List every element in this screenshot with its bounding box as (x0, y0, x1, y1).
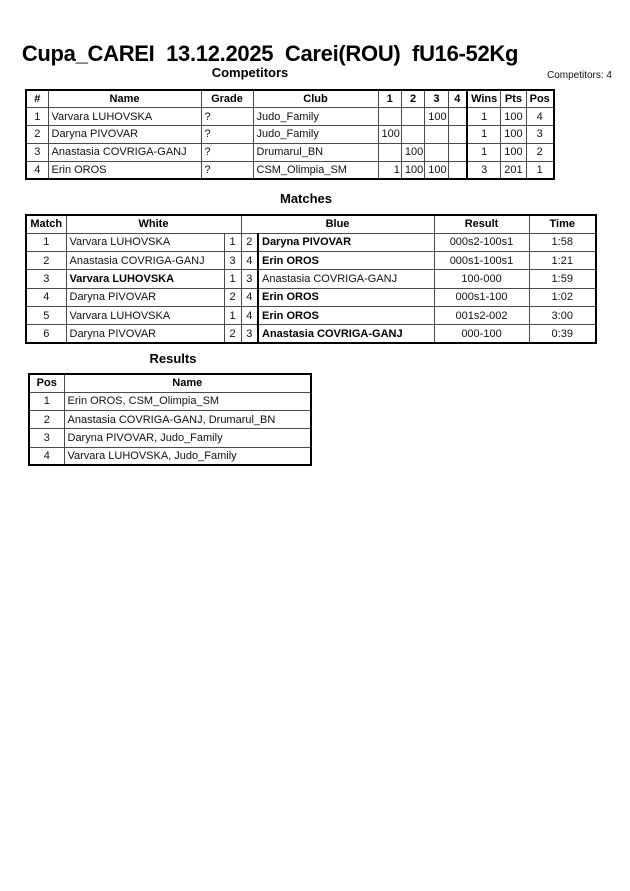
col-header-name: Name (64, 374, 311, 392)
col-header-number: # (26, 90, 48, 108)
col-header-time: Time (529, 215, 596, 233)
match-number: 3 (26, 270, 66, 288)
match-time: 1:02 (529, 288, 596, 306)
blue-competitor-name: Erin OROS (258, 306, 434, 324)
result-row (29, 411, 311, 429)
match-number: 5 (26, 306, 66, 324)
match-row (26, 288, 596, 306)
matches-section-title: Matches (279, 191, 333, 206)
competitor-row (26, 108, 554, 126)
score-vs-3 (425, 126, 448, 144)
competitor-wins: 1 (467, 143, 501, 161)
competitor-pos: 4 (526, 108, 554, 126)
competitor-pos: 3 (526, 126, 554, 144)
match-number: 6 (26, 325, 66, 343)
white-competitor-name: Varvara LUHOVSKA (66, 233, 224, 251)
score-vs-3 (425, 143, 448, 161)
competitors-count-label: Competitors: 4 (546, 70, 612, 81)
match-result: 000s1-100s1 (434, 252, 529, 270)
match-time: 0:39 (529, 325, 596, 343)
competitor-club: Drumarul_BN (253, 143, 378, 161)
competitor-pts: 100 (501, 143, 526, 161)
score-vs-4 (448, 161, 467, 179)
score-vs-1: 100 (378, 126, 401, 144)
white-competitor-name: Varvara LUHOVSKA (66, 306, 224, 324)
match-row (26, 325, 596, 343)
match-result: 000s1-100 (434, 288, 529, 306)
col-header-pos: Pos (29, 374, 64, 392)
score-vs-4 (448, 108, 467, 126)
competitors-table (25, 89, 555, 180)
competitor-grade: ? (201, 126, 253, 144)
blue-competitor-number: 4 (241, 306, 258, 324)
competitor-club: CSM_Olimpia_SM (253, 161, 378, 179)
col-header-blue: Blue (241, 215, 434, 233)
col-header-grade: Grade (201, 90, 253, 108)
matches-header-row (26, 215, 596, 233)
white-competitor-number: 1 (224, 270, 241, 288)
blue-competitor-number: 4 (241, 288, 258, 306)
score-vs-2 (401, 126, 424, 144)
competitor-pts: 100 (501, 126, 526, 144)
competitor-name: Varvara LUHOVSKA (48, 108, 201, 126)
match-number: 1 (26, 233, 66, 251)
match-time: 1:59 (529, 270, 596, 288)
blue-competitor-number: 3 (241, 270, 258, 288)
competitors-header-row (26, 90, 554, 108)
competitor-name: Erin OROS (48, 161, 201, 179)
score-vs-2: 100 (401, 143, 424, 161)
competitor-club: Judo_Family (253, 108, 378, 126)
match-time: 3:00 (529, 306, 596, 324)
competitors-section-title: Competitors (211, 65, 289, 80)
result-row (29, 392, 311, 410)
score-vs-3: 100 (425, 161, 448, 179)
match-row (26, 233, 596, 251)
score-vs-2 (401, 108, 424, 126)
competitor-grade: ? (201, 108, 253, 126)
matches-table (25, 214, 597, 344)
competitor-name: Daryna PIVOVAR (48, 126, 201, 144)
white-competitor-number: 1 (224, 233, 241, 251)
competitor-number: 1 (26, 108, 48, 126)
score-vs-3: 100 (425, 108, 448, 126)
score-vs-2: 100 (401, 161, 424, 179)
competitor-pts: 201 (501, 161, 526, 179)
match-result: 000-100 (434, 325, 529, 343)
blue-competitor-number: 3 (241, 325, 258, 343)
blue-competitor-name: Anastasia COVRIGA-GANJ (258, 325, 434, 343)
competitor-number: 3 (26, 143, 48, 161)
competitor-pos: 2 (526, 143, 554, 161)
competitor-row (26, 126, 554, 144)
blue-competitor-name: Erin OROS (258, 288, 434, 306)
blue-competitor-name: Erin OROS (258, 252, 434, 270)
result-row (29, 447, 311, 465)
result-pos: 1 (29, 392, 64, 410)
result-name: Erin OROS, CSM_Olimpia_SM (64, 392, 311, 410)
match-row (26, 252, 596, 270)
match-number: 4 (26, 288, 66, 306)
result-name: Varvara LUHOVSKA, Judo_Family (64, 447, 311, 465)
score-vs-1: 1 (378, 161, 401, 179)
match-row (26, 306, 596, 324)
blue-competitor-name: Daryna PIVOVAR (258, 233, 434, 251)
white-competitor-number: 2 (224, 288, 241, 306)
result-pos: 2 (29, 411, 64, 429)
white-competitor-number: 1 (224, 306, 241, 324)
results-section-title: Results (149, 351, 197, 366)
competitor-row (26, 143, 554, 161)
match-result: 000s2-100s1 (434, 233, 529, 251)
match-number: 2 (26, 252, 66, 270)
competitor-grade: ? (201, 161, 253, 179)
page-title: Cupa_CAREI 13.12.2025 Carei(ROU) fU16-52Kg (21, 41, 519, 66)
results-header-row (29, 374, 311, 392)
col-header-pos: Pos (526, 90, 554, 108)
competitor-club: Judo_Family (253, 126, 378, 144)
col-header-opp2: 2 (401, 90, 424, 108)
col-header-name: Name (48, 90, 201, 108)
match-result: 100-000 (434, 270, 529, 288)
score-vs-1 (378, 143, 401, 161)
match-time: 1:58 (529, 233, 596, 251)
competitor-name: Anastasia COVRIGA-GANJ (48, 143, 201, 161)
result-row (29, 429, 311, 447)
blue-competitor-number: 2 (241, 233, 258, 251)
result-pos: 3 (29, 429, 64, 447)
competitor-number: 2 (26, 126, 48, 144)
white-competitor-name: Daryna PIVOVAR (66, 325, 224, 343)
white-competitor-number: 2 (224, 325, 241, 343)
col-header-opp4: 4 (448, 90, 467, 108)
competitor-wins: 1 (467, 126, 501, 144)
white-competitor-name: Anastasia COVRIGA-GANJ (66, 252, 224, 270)
match-result: 001s2-002 (434, 306, 529, 324)
col-header-white: White (66, 215, 241, 233)
score-vs-4 (448, 126, 467, 144)
blue-competitor-name: Anastasia COVRIGA-GANJ (258, 270, 434, 288)
competitor-row (26, 161, 554, 179)
col-header-pts: Pts (501, 90, 526, 108)
score-vs-1 (378, 108, 401, 126)
competitor-pos: 1 (526, 161, 554, 179)
competitor-grade: ? (201, 143, 253, 161)
white-competitor-name: Varvara LUHOVSKA (66, 270, 224, 288)
match-time: 1:21 (529, 252, 596, 270)
result-name: Anastasia COVRIGA-GANJ, Drumarul_BN (64, 411, 311, 429)
competitor-wins: 3 (467, 161, 501, 179)
results-table (28, 373, 312, 466)
competitor-number: 4 (26, 161, 48, 179)
col-header-wins: Wins (467, 90, 501, 108)
col-header-club: Club (253, 90, 378, 108)
col-header-opp1: 1 (378, 90, 401, 108)
competitor-pts: 100 (501, 108, 526, 126)
match-row (26, 270, 596, 288)
col-header-result: Result (434, 215, 529, 233)
competitor-wins: 1 (467, 108, 501, 126)
white-competitor-name: Daryna PIVOVAR (66, 288, 224, 306)
result-pos: 4 (29, 447, 64, 465)
white-competitor-number: 3 (224, 252, 241, 270)
col-header-opp3: 3 (425, 90, 448, 108)
blue-competitor-number: 4 (241, 252, 258, 270)
score-vs-4 (448, 143, 467, 161)
result-name: Daryna PIVOVAR, Judo_Family (64, 429, 311, 447)
col-header-match: Match (26, 215, 66, 233)
